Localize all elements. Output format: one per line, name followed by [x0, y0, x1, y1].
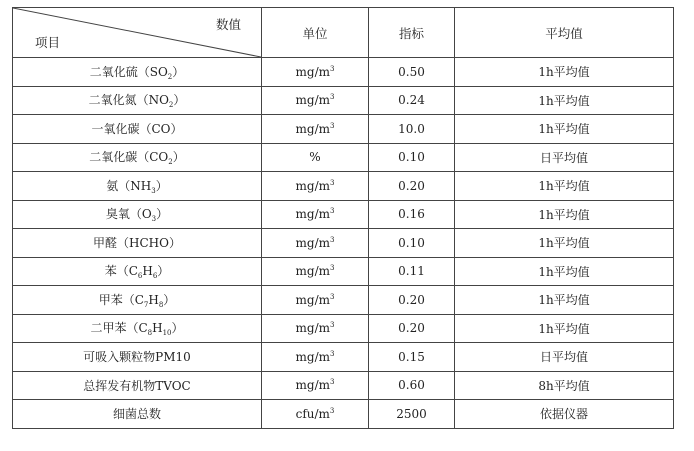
standard-cell: 0.60 [369, 371, 455, 400]
unit-superscript: 3 [330, 292, 335, 301]
average-cell: 日平均值 [455, 343, 674, 372]
average-cell: 1h平均值 [455, 257, 674, 286]
item-name-text: ） [156, 207, 169, 222]
air-quality-table [12, 7, 674, 429]
standard-cell: 0.15 [369, 343, 455, 372]
item-name-text: 甲苯（C [98, 292, 144, 307]
unit-cell [262, 172, 369, 201]
unit-text: mg/m [295, 207, 330, 222]
item-name-text: ） [171, 321, 184, 336]
standard-cell: 0.10 [369, 143, 455, 172]
average-cell: 依据仪器 [455, 400, 674, 429]
item-name-cell [13, 257, 262, 286]
item-name-text: 二甲苯（C [90, 321, 148, 336]
item-name-cell [13, 172, 262, 201]
unit-text: mg/m [295, 93, 330, 108]
unit-superscript: 3 [330, 178, 335, 187]
item-name-cell [13, 58, 262, 87]
item-name-text: 氨（NH [106, 178, 152, 193]
unit-text: mg/m [295, 321, 330, 336]
item-name-text: 细菌总数 [112, 407, 161, 422]
item-name-text: 二氧化氮（NO [88, 93, 169, 108]
item-name-subscript: 2 [168, 101, 174, 110]
standard-cell: 0.50 [369, 58, 455, 87]
unit-text: mg/m [295, 264, 330, 279]
unit-cell [262, 286, 369, 315]
unit-text: mg/m [295, 349, 330, 364]
unit-superscript: 3 [329, 406, 335, 415]
average-cell: 1h平均值 [455, 200, 674, 229]
item-name-text: H [152, 321, 163, 336]
table-row [13, 343, 674, 372]
average-cell: 1h平均值 [455, 229, 674, 258]
item-name-text: 甲醛（HCHO） [93, 236, 181, 251]
item-name-cell [13, 86, 262, 115]
item-name-text: 可吸入颗粒物PM10 [83, 350, 191, 365]
item-name-subscript: 7 [143, 300, 149, 309]
average-cell: 8h平均值 [455, 371, 674, 400]
item-name-cell [13, 400, 262, 429]
standard-cell: 0.20 [369, 314, 455, 343]
item-name-text: ） [155, 178, 168, 193]
item-name-text: ） [157, 264, 170, 279]
item-name-text: ） [163, 292, 176, 307]
item-name-subscript: 8 [158, 300, 164, 309]
unit-text: mg/m [295, 178, 330, 193]
item-name-subscript: 6 [152, 272, 158, 281]
item-name-text: 苯（C [104, 264, 138, 279]
table-row [13, 257, 674, 286]
item-name-cell [13, 143, 262, 172]
standard-cell: 0.10 [369, 229, 455, 258]
header-value-label: 数值 [215, 17, 241, 32]
item-name-subscript: 2 [167, 72, 173, 81]
unit-superscript: 3 [330, 264, 335, 273]
unit-superscript: 3 [330, 93, 335, 102]
table-row [13, 115, 674, 144]
item-name-cell [13, 343, 262, 372]
average-cell: 1h平均值 [455, 314, 674, 343]
unit-cell [262, 343, 369, 372]
item-name-subscript: 3 [151, 186, 156, 195]
average-cell: 日平均值 [455, 143, 674, 172]
item-name-cell [13, 115, 262, 144]
unit-cell [262, 58, 369, 87]
standard-cell: 2500 [369, 400, 455, 429]
table-row [13, 314, 674, 343]
item-name-cell [13, 200, 262, 229]
header-row [13, 8, 674, 58]
unit-cell [262, 314, 369, 343]
table-row [13, 58, 674, 87]
header-standard: 指标 [369, 8, 455, 58]
standard-cell: 10.0 [369, 115, 455, 144]
unit-cell [262, 200, 369, 229]
table-row [13, 229, 674, 258]
unit-cell [262, 115, 369, 144]
average-cell: 1h平均值 [455, 286, 674, 315]
item-name-text: 二氧化硫（SO [89, 64, 168, 79]
unit-text: mg/m [295, 378, 330, 393]
item-name-subscript: 6 [137, 272, 143, 281]
table-row [13, 143, 674, 172]
table-row [13, 371, 674, 400]
header-item-label: 项目 [35, 35, 61, 50]
header-unit: 单位 [262, 8, 369, 58]
unit-cell [262, 371, 369, 400]
item-name-text: H [142, 264, 153, 279]
table-row [13, 86, 674, 115]
table-row [13, 172, 674, 201]
unit-superscript: 3 [330, 321, 335, 330]
item-name-cell [13, 371, 262, 400]
unit-text: mg/m [295, 64, 330, 79]
item-name-subscript: 8 [147, 329, 153, 338]
item-name-text: 臭氧（O [105, 207, 152, 222]
unit-cell [262, 86, 369, 115]
item-name-cell [13, 314, 262, 343]
unit-superscript: 3 [330, 349, 335, 358]
unit-superscript: 3 [330, 121, 335, 130]
table-row [13, 400, 674, 429]
item-name-text: ） [173, 93, 186, 108]
unit-cell [262, 229, 369, 258]
item-name-subscript: 10 [162, 329, 172, 338]
header-average: 平均值 [455, 8, 674, 58]
table-row [13, 200, 674, 229]
unit-text: % [309, 150, 321, 165]
average-cell: 1h平均值 [455, 115, 674, 144]
standard-cell: 0.16 [369, 200, 455, 229]
unit-text: mg/m [295, 121, 330, 136]
item-name-text: ） [172, 64, 185, 79]
item-name-text: ） [172, 150, 185, 165]
unit-cell [262, 143, 369, 172]
table-row [13, 286, 674, 315]
table-body [13, 8, 674, 429]
item-name-text: H [148, 292, 159, 307]
header-item-value-cell [13, 8, 262, 58]
average-cell: 1h平均值 [455, 172, 674, 201]
item-name-cell [13, 229, 262, 258]
unit-superscript: 3 [330, 235, 335, 244]
standard-cell: 0.11 [369, 257, 455, 286]
standard-cell: 0.24 [369, 86, 455, 115]
unit-text: cfu/m [295, 406, 330, 421]
unit-superscript: 3 [330, 207, 335, 216]
item-name-text: 总挥发有机物TVOC [83, 378, 191, 393]
standard-cell: 0.20 [369, 286, 455, 315]
unit-cell [262, 257, 369, 286]
unit-superscript: 3 [330, 378, 335, 387]
average-cell: 1h平均值 [455, 58, 674, 87]
unit-text: mg/m [295, 292, 330, 307]
item-name-text: 一氧化碳（CO） [91, 122, 183, 137]
unit-text: mg/m [295, 235, 330, 250]
item-name-cell [13, 286, 262, 315]
unit-cell [262, 400, 369, 429]
average-cell: 1h平均值 [455, 86, 674, 115]
standard-cell: 0.20 [369, 172, 455, 201]
unit-superscript: 3 [330, 64, 335, 73]
item-name-subscript: 2 [168, 158, 173, 167]
item-name-subscript: 3 [151, 215, 157, 224]
item-name-text: 二氧化碳（CO [89, 150, 169, 165]
